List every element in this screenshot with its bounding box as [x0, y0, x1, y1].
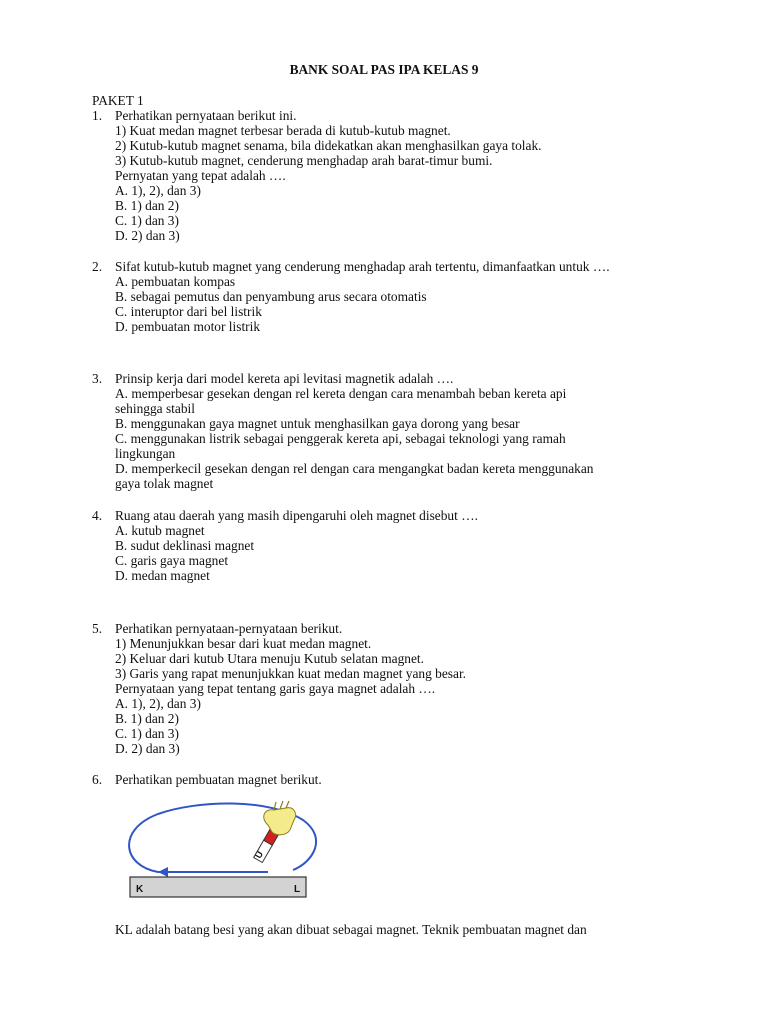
- iron-bar: [130, 877, 306, 897]
- question-1: [92, 108, 692, 243]
- answer-option: B. 1) dan 2): [115, 711, 179, 726]
- question-number: 2.: [92, 259, 103, 274]
- question-line: 1) Kuat medan magnet terbesar berada di kutub-kutub magnet.: [115, 123, 451, 138]
- question-line: 2) Kutub-kutub magnet senama, bila didekatkan akan menghasilkan gaya tolak.: [115, 138, 542, 153]
- question-line: 3) Kutub-kutub magnet, cenderung menghadap arah barat-timur bumi.: [115, 153, 493, 168]
- answer-option: A. memperbesar gesekan dengan rel kereta dengan cara menambah beban kereta api: [115, 386, 567, 401]
- question-text: Perhatikan pernyataan berikut ini.: [115, 108, 297, 123]
- question-text: Ruang atau daerah yang masih dipengaruhi oleh magnet disebut ….: [115, 508, 478, 523]
- paket-label: PAKET 1: [92, 93, 144, 108]
- answer-option: D. memperkecil gesekan dengan rel dengan cara mengangkat badan kereta menggunakan: [115, 461, 594, 476]
- answer-option: D. pembuatan motor listrik: [115, 319, 261, 334]
- answer-option: A. 1), 2), dan 3): [115, 696, 201, 711]
- question-text: Perhatikan pembuatan magnet berikut.: [115, 772, 322, 787]
- answer-option: D. 2) dan 3): [115, 228, 180, 243]
- bar-label-k: K: [136, 884, 144, 895]
- answer-option: C. 1) dan 3): [115, 213, 179, 228]
- answer-option: C. interuptor dari bel listrik: [115, 304, 262, 319]
- answer-option: C. garis gaya magnet: [115, 553, 229, 568]
- magnet-label-u: U: [253, 849, 266, 861]
- question-number: 1.: [92, 108, 103, 123]
- answer-option: D. medan magnet: [115, 568, 210, 583]
- question-line: Pernyatan yang tepat adalah ….: [115, 168, 286, 183]
- question-2: [92, 259, 702, 334]
- answer-option: A. kutub magnet: [115, 523, 205, 538]
- question-line: Pernyataan yang tepat tentang garis gaya magnet adalah ….: [115, 681, 436, 696]
- document-title: BANK SOAL PAS IPA KELAS 9: [289, 62, 479, 77]
- question-text: Prinsip kerja dari model kereta api levitasi magnetik adalah ….: [115, 371, 454, 386]
- question-number: 3.: [92, 371, 103, 386]
- magnet-stroking-figure: [118, 800, 328, 905]
- question-line: 2) Keluar dari kutub Utara menuju Kutub selatan magnet.: [115, 651, 425, 666]
- question-6-description: KL adalah batang besi yang akan dibuat sebagai magnet. Teknik pembuatan magnet dan: [115, 922, 587, 937]
- question-text: Perhatikan pernyataan-pernyataan berikut.: [115, 621, 343, 636]
- answer-option: B. 1) dan 2): [115, 198, 179, 213]
- answer-option: C. 1) dan 3): [115, 726, 179, 741]
- answer-option: A. 1), 2), dan 3): [115, 183, 201, 198]
- question-number: 5.: [92, 621, 103, 636]
- question-6: [92, 772, 692, 787]
- answer-option: C. menggunakan listrik sebagai penggerak kereta api, sebagai teknologi yang ramah: [115, 431, 566, 446]
- question-text: Sifat kutub-kutub magnet yang cenderung menghadap arah tertentu, dimanfaatkan untuk ….: [115, 259, 610, 274]
- hand-icon: [264, 801, 296, 835]
- question-4: [92, 508, 692, 583]
- answer-option: B. sebagai pemutus dan penyambung arus secara otomatis: [115, 289, 427, 304]
- answer-option: B. menggunakan gaya magnet untuk menghasilkan gaya dorong yang besar: [115, 416, 520, 431]
- question-5: [92, 621, 692, 756]
- question-line: 1) Menunjukkan besar dari kuat medan magnet.: [115, 636, 372, 651]
- answer-option-continued: sehingga stabil: [115, 401, 195, 416]
- magnet-stroking-illustration: [118, 800, 328, 905]
- bar-label-l: L: [294, 884, 301, 895]
- question-line: 3) Garis yang rapat menunjukkan kuat medan magnet yang besar.: [115, 666, 467, 681]
- answer-option: A. pembuatan kompas: [115, 274, 236, 289]
- answer-option: D. 2) dan 3): [115, 741, 180, 756]
- arrow-left-icon: [158, 867, 168, 877]
- answer-option: B. sudut deklinasi magnet: [115, 538, 255, 553]
- question-3: [92, 371, 702, 491]
- question-number: 6.: [92, 772, 103, 787]
- answer-option-continued: gaya tolak magnet: [115, 476, 214, 491]
- answer-option-continued: lingkungan: [115, 446, 176, 461]
- question-number: 4.: [92, 508, 103, 523]
